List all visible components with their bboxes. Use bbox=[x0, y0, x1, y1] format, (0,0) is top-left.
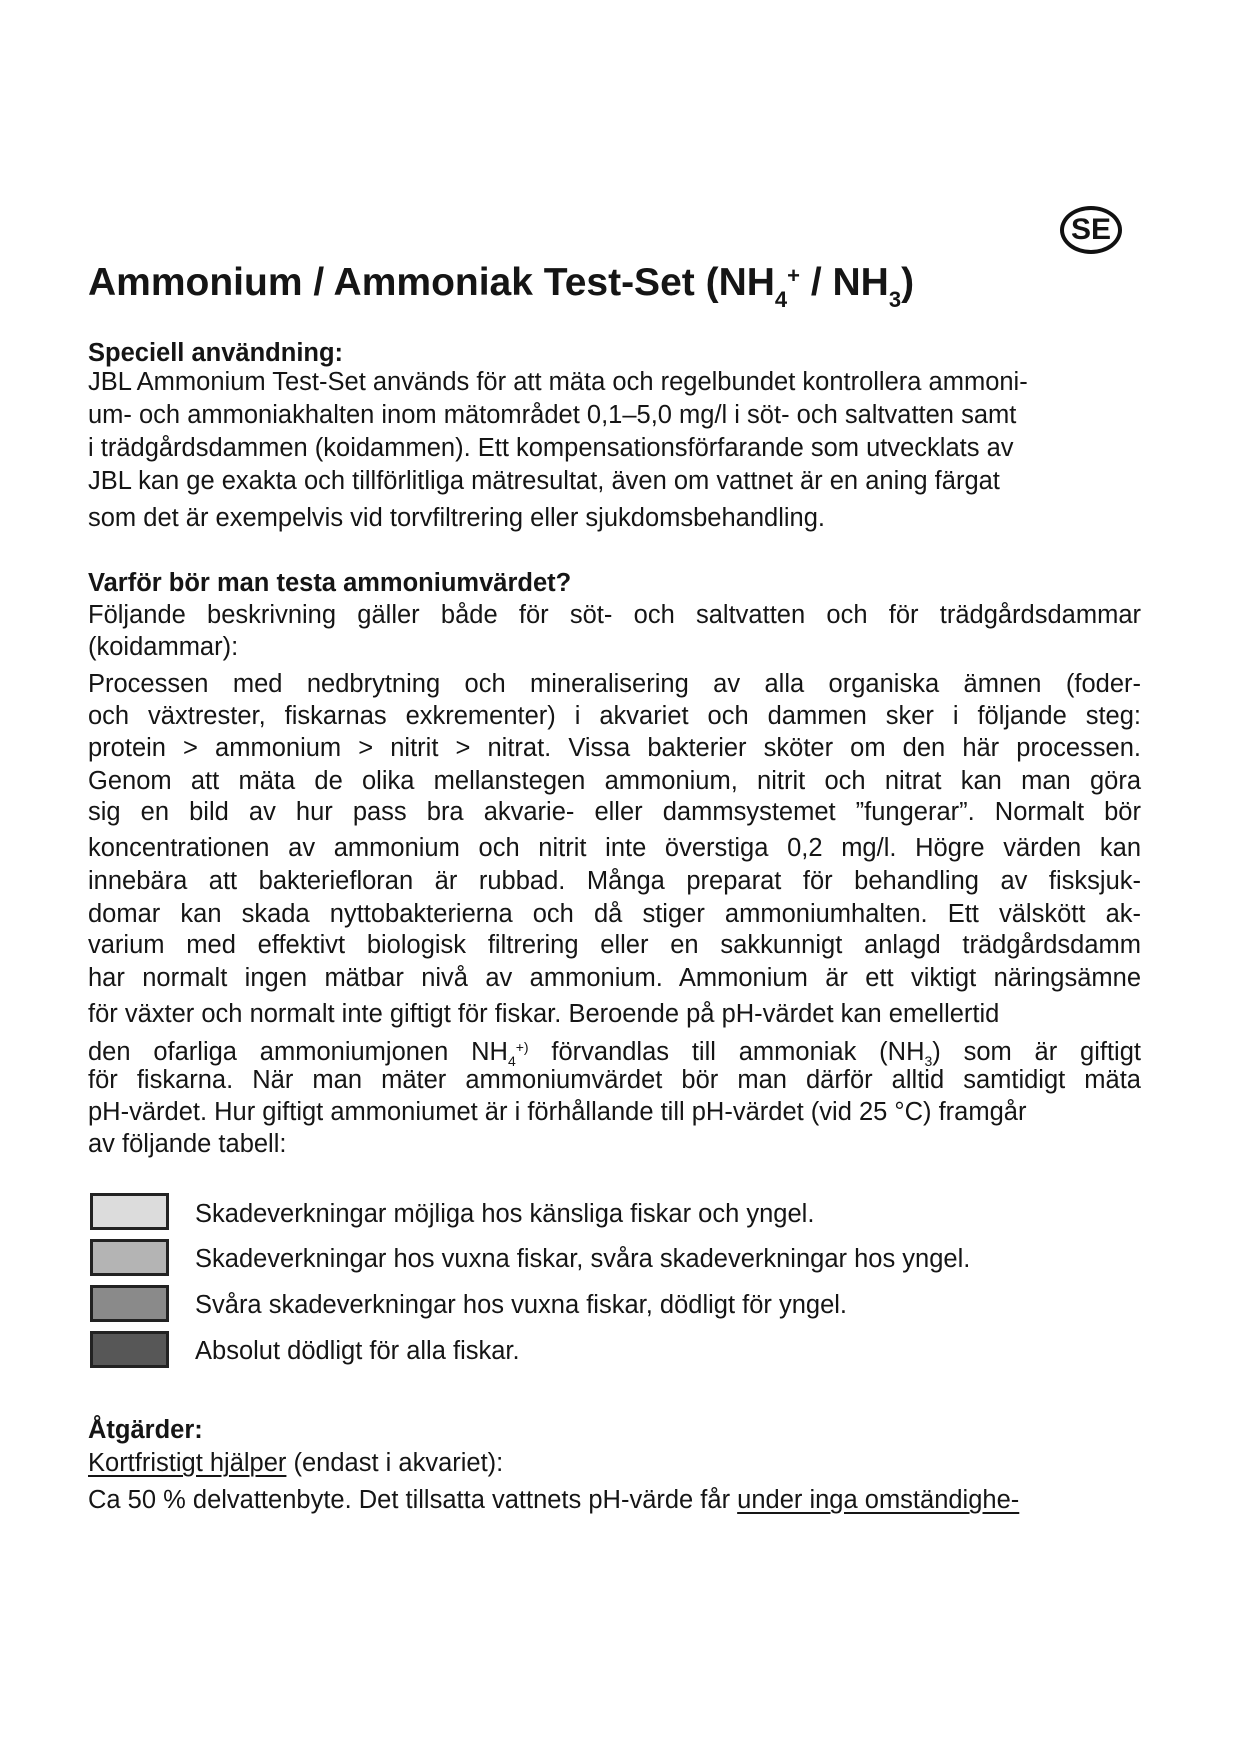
paragraph-line: JBL kan ge exakta och tillförlitliga mätresultat, även om vattnet är en aning färgat bbox=[88, 467, 1000, 495]
paragraph-line: Processen med nedbrytning och mineralisering av alla organiska ämnen (foder- bbox=[88, 670, 1141, 698]
title-sub: 4 bbox=[774, 287, 788, 312]
paragraph-line: och växtrester, fiskarnas exkrementer) i akvariet och dammen sker i följande steg: bbox=[88, 702, 1141, 730]
paragraph-line: för växter och normalt inte giftigt för fiskar. Beroende på pH-värdet kan emellertid bbox=[88, 1000, 1000, 1028]
legend-text: Svåra skadeverkningar hos vuxna fiskar, dödligt för yngel. bbox=[195, 1291, 848, 1319]
paragraph-line: i trädgårdsdammen (koidammen). Ett kompensationsförfarande som utvecklats av bbox=[88, 434, 1014, 462]
paragraph-line: sig en bild av hur pass bra akvarie- eller dammsystemet ”fungerar”. Normalt bör bbox=[88, 798, 1141, 826]
legend-swatch bbox=[90, 1193, 169, 1230]
underlined-text: Kortfristigt hjälper bbox=[88, 1449, 287, 1477]
legend-text: Absolut dödligt för alla fiskar. bbox=[195, 1337, 520, 1365]
text: (endast i akvariet): bbox=[286, 1449, 504, 1477]
section-heading: Varför bör man testa ammoniumvärdet? bbox=[88, 569, 572, 597]
paragraph-line: um- och ammoniakhalten inom mätområdet 0,1–5,0 mg/l i söt- och saltvatten samt bbox=[88, 401, 1017, 429]
legend-text: Skadeverkningar hos vuxna fiskar, svåra skadeverkningar hos yngel. bbox=[195, 1245, 971, 1273]
legend-text: Skadeverkningar möjliga hos känsliga fiskar och yngel. bbox=[195, 1200, 815, 1228]
paragraph-line: koncentrationen av ammonium och nitrit inte överstiga 0,2 mg/l. Högre värden kan bbox=[88, 834, 1141, 862]
paragraph-line bbox=[88, 1448, 503, 1478]
legend-swatch bbox=[90, 1239, 169, 1276]
paragraph-line: varium med effektivt biologisk filtrering eller en sakkunnigt anlagd trädgårdsdamm bbox=[88, 931, 1141, 959]
subscript: 3 bbox=[924, 1053, 933, 1069]
paragraph-line: (koidammar): bbox=[88, 633, 239, 661]
legend-swatch bbox=[90, 1331, 169, 1368]
text: förvandlas till ammoniak (NH bbox=[528, 1038, 925, 1066]
paragraph-line: har normalt ingen mätbar nivå av ammonium. Ammonium är ett viktigt näringsämne bbox=[88, 964, 1141, 992]
title-sup: + bbox=[787, 263, 801, 288]
paragraph-line: av följande tabell: bbox=[88, 1130, 287, 1158]
page-title bbox=[88, 252, 914, 324]
title-text: ) bbox=[901, 261, 915, 304]
title-text: Ammonium / Ammoniak Test-Set (NH bbox=[88, 261, 775, 304]
paragraph-line: domar kan skada nyttobakterierna och då stiger ammoniumhalten. Ett välskött ak- bbox=[88, 900, 1141, 928]
paragraph-line: innebära att bakteriefloran är rubbad. Många preparat för behandling av fisksjuk- bbox=[88, 867, 1141, 895]
title-sub: 3 bbox=[888, 287, 902, 312]
text: ) som är giftigt bbox=[932, 1038, 1141, 1066]
paragraph-line: som det är exempelvis vid torvfiltrering eller sjukdomsbehandling. bbox=[88, 504, 825, 532]
underlined-text: under inga omständighe- bbox=[737, 1486, 1020, 1514]
section-heading: Speciell användning: bbox=[88, 339, 344, 367]
title-text: / NH bbox=[800, 261, 889, 304]
section-heading: Åtgärder: bbox=[88, 1416, 203, 1444]
text: den ofarliga ammoniumjonen NH bbox=[88, 1038, 508, 1066]
paragraph-line: protein > ammonium > nitrit > nitrat. Vissa bakterier sköter om den här processen. bbox=[88, 734, 1141, 762]
text: Ca 50 % delvattenbyte. Det tillsatta vattnets pH-värde får bbox=[88, 1486, 738, 1514]
language-badge-se: SE bbox=[1060, 206, 1122, 254]
subscript: 4 bbox=[507, 1053, 516, 1069]
paragraph-line: JBL Ammonium Test-Set används för att mäta och regelbundet kontrollera ammoni- bbox=[88, 368, 1028, 396]
paragraph-line: för fiskarna. När man mäter ammoniumvärdet bör man därför alltid samtidigt mäta bbox=[88, 1066, 1141, 1094]
paragraph-line bbox=[88, 1032, 1141, 1069]
legend-swatch bbox=[90, 1285, 169, 1322]
superscript: +) bbox=[515, 1039, 529, 1055]
paragraph-line: Följande beskrivning gäller både för söt- och saltvatten och för trädgårdsdammar bbox=[88, 601, 1141, 629]
paragraph-line: pH-värdet. Hur giftigt ammoniumet är i förhållande till pH-värdet (vid 25 °C) framgår bbox=[88, 1098, 1027, 1126]
paragraph-line bbox=[88, 1485, 1019, 1515]
paragraph-line: Genom att mäta de olika mellanstegen ammonium, nitrit och nitrat kan man göra bbox=[88, 767, 1141, 795]
